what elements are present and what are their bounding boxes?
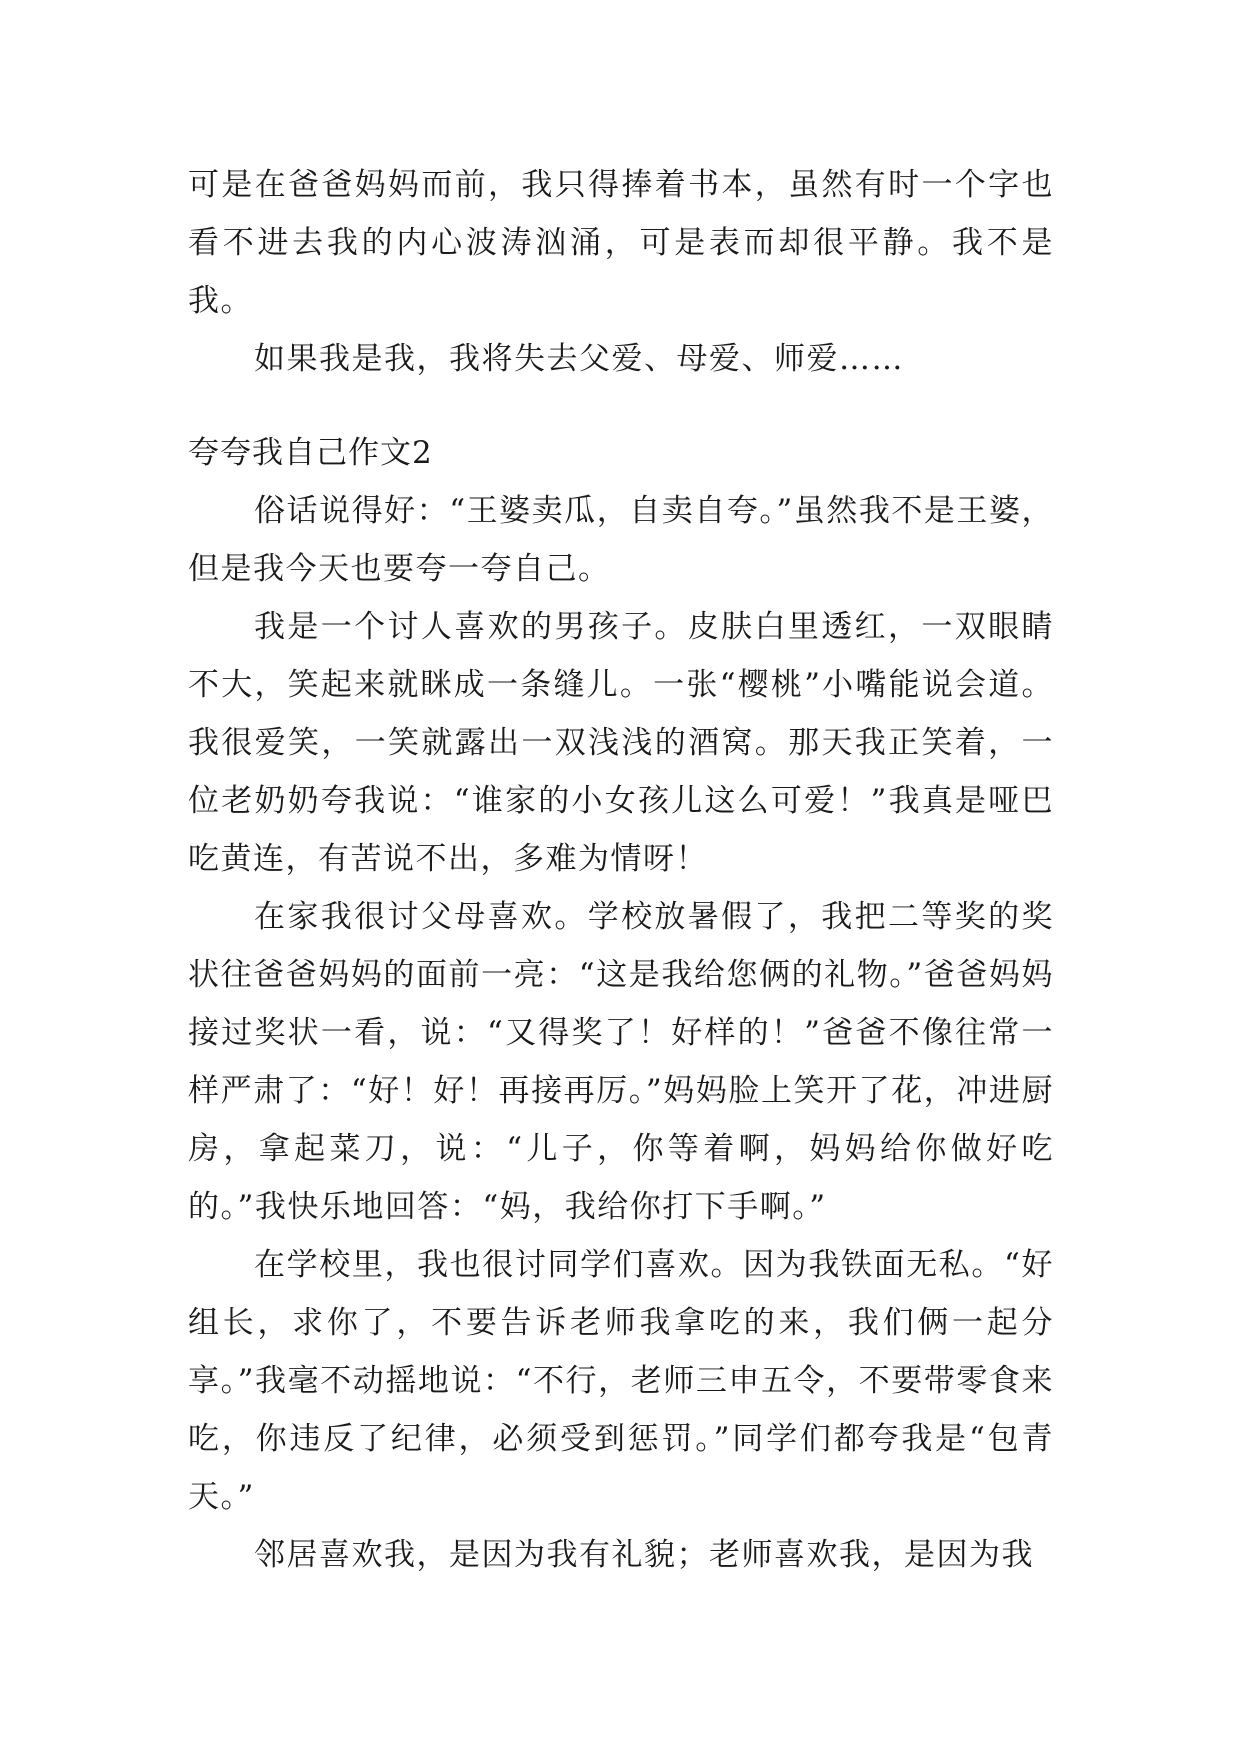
paragraph: 邻居喜欢我，是因为我有礼貌；老师喜欢我，是因为我 — [254, 1537, 1034, 1573]
document-body — [188, 156, 1054, 1584]
section-title: 夸夸我自己作文2 — [188, 435, 433, 471]
paragraph: 在学校里，我也很讨同学们喜欢。因为我铁面无私。“好组长，求你了，不要告诉老师我拿吃的来，我们俩一起分享。”我毫不动摇地说：“不行，老师三申五令，不要带零食来吃，你违反了纪律，必须受到惩罚。”同学们都夸我是“包青天。” — [188, 1247, 1054, 1515]
paragraph: 俗话说得好：“王婆卖瓜，自卖自夸。”虽然我不是王婆，但是我今天也要夸一夸自己。 — [188, 493, 1054, 587]
carryover-paragraph: 可是在爸爸妈妈而前，我只得捧着书本，虽然有时一个字也看不进去我的内心波涛汹涌，可是表而却很平静。我不是我。 — [188, 167, 1054, 319]
paragraph: 我是一个讨人喜欢的男孩子。皮肤白里透红，一双眼睛不大，笑起来就眯成一条缝儿。一张“樱桃”小嘴能说会道。我很爱笑，一笑就露出一双浅浅的酒窝。那天我正笑着，一位老奶奶夸我说：“谁家的小女孩儿这么可爱！”我真是哑巴吃黄连，有苦说不出，多难为情呀！ — [188, 609, 1054, 877]
paragraph: 在家我很讨父母喜欢。学校放暑假了，我把二等奖的奖状往爸爸妈妈的面前一亮：“这是我给您俩的礼物。”爸爸妈妈接过奖状一看，说：“又得奖了！好样的！”爸爸不像往常一样严肃了：“好！好！再接再厉。”妈妈脸上笑开了花，冲进厨房，拿起菜刀，说：“儿子，你等着啊，妈妈给你做好吃的。”我快乐地回答：“妈，我给你打下手啊。” — [188, 899, 1054, 1225]
closing-paragraph: 如果我是我，我将失去父爱、母爱、师爱…… — [254, 341, 904, 377]
